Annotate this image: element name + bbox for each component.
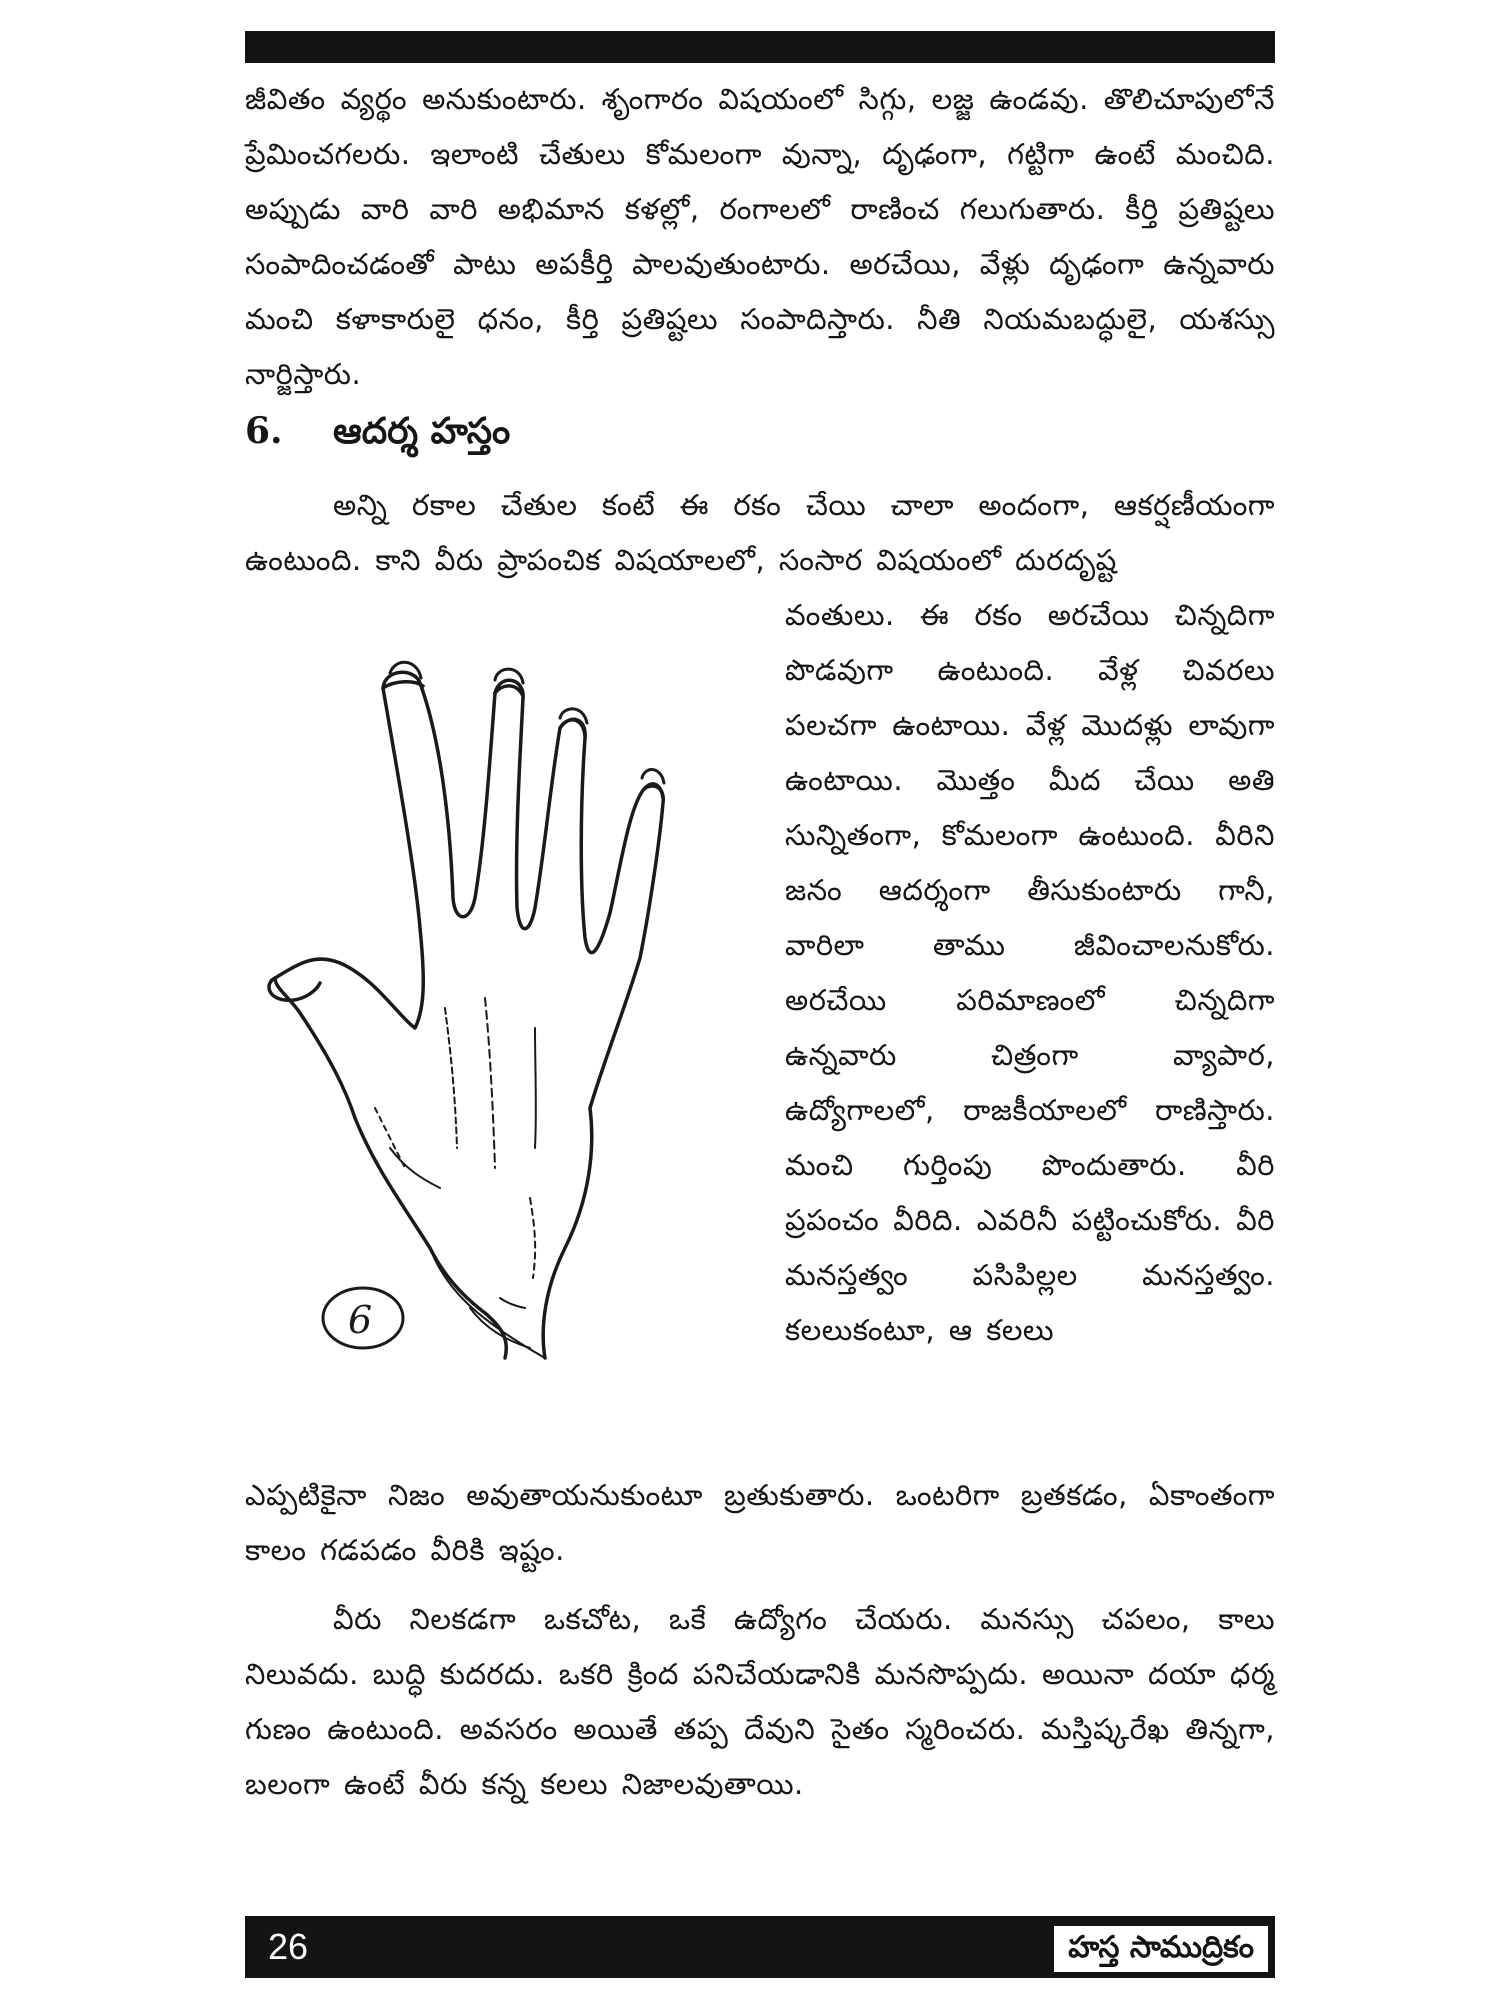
section-heading: [245, 410, 1275, 470]
page-content: [245, 72, 1275, 1812]
hand-figure: [245, 588, 785, 1468]
side-text-paragraph: వంతులు. ఈ రకం అరచేయి చిన్నదిగా పొడవుగా ఉంటుంది. వేళ్ల చివరలు పలచగా ఉంటాయి. వేళ్ల మొదళ్లు లావుగా ఉంటాయి. మొత్తం మీద చేయి అతి సున్నితంగా, కోమలంగా ఉంటుంది. వీరిని జనం ఆదర్శంగా తీసుకుంటారు గానీ, వారిలా తాము జీవించాలనుకోరు. అరచేయి పరిమాణంలో చిన్నదిగా ఉన్నవారు చిత్రంగా వ్యాపార, ఉద్యోగాలలో, రాజకీయాలలో రాణిస్తారు. మంచి గుర్తింపు పొందుతారు. వీరి ప్రపంచం వీరిది. ఎవరినీ పట్టించుకోరు. వీరి మనస్తత్వం పసిపిల్లల మనస్తత్వం. కలలుకంటూ, ఆ కలలు: [785, 598, 1275, 1347]
continuation-paragraph: ఎప్పటికైనా నిజం అవుతాయనుకుంటూ బ్రతుకుతారు. ఒంటరిగా బ్రతకడం, ఏకాంతంగా కాలం గడపడం వీరికి ఇష్టం.: [245, 1478, 1275, 1567]
section-title: ఆదర్శ హస్తం: [333, 411, 511, 452]
figure-label: 6: [348, 1298, 373, 1342]
hand-drawing-icon: [245, 588, 785, 1468]
book-title: హస్త సాముద్రికం: [1054, 1926, 1268, 1972]
side-text-column: [785, 588, 1275, 1468]
figure-row: [245, 588, 1275, 1468]
section-number: 6.: [245, 410, 283, 452]
intro-paragraph: జీవితం వ్యర్థం అనుకుంటారు. శృంగారం విషయంలో సిగ్గు, లజ్జ ఉండవు. తొలిచూపులోనే ప్రేమించగలరు. ఇలాంటి చేతులు కోమలంగా వున్నా, దృఢంగా, గట్టిగా ఉంటే మంచిది. అప్పుడు వారి వారి అభిమాన కళల్లో, రంగాలలో రాణించ గలుగుతారు. కీర్తి ప్రతిష్టలు సంపాదించడంతో పాటు అపకీర్తి పాలవుతుంటారు. అరచేయి, వేళ్లు దృఢంగా ఉన్నవారు మంచి కళాకారులై ధనం, కీర్తి ప్రతిష్టలు సంపాదిస్తారు. నీతి నియమబద్ధులై, యశస్సు నార్జిస్తారు.: [245, 82, 1275, 391]
final-paragraph: వీరు నిలకడగా ఒకచోట, ఒకే ఉద్యోగం చేయరు. మనస్సు చపలం, కాలు నిలువదు. బుద్ధి కుదరదు. ఒకరి క్రింద పనిచేయడానికి మనసొప్పదు. అయినా దయా ధర్మ గుణం ఉంటుంది. అవసరం అయితే తప్ప దేవుని సైతం స్మరించరు. మస్తిష్కరేఖ తిన్నగా, బలంగా ఉంటే వీరు కన్న కలలు నిజాలవుతాయి.: [245, 1602, 1275, 1801]
page-number: 26: [268, 1926, 309, 1967]
top-bar: [245, 31, 1275, 63]
section-intro-paragraph: అన్ని రకాల చేతుల కంటే ఈ రకం చేయి చాలా అందంగా, ఆకర్షణీయంగా ఉంటుంది. కాని వీరు ప్రాపంచిక విషయాలలో, సంసార విషయంలో దురదృష్ట: [245, 488, 1275, 577]
